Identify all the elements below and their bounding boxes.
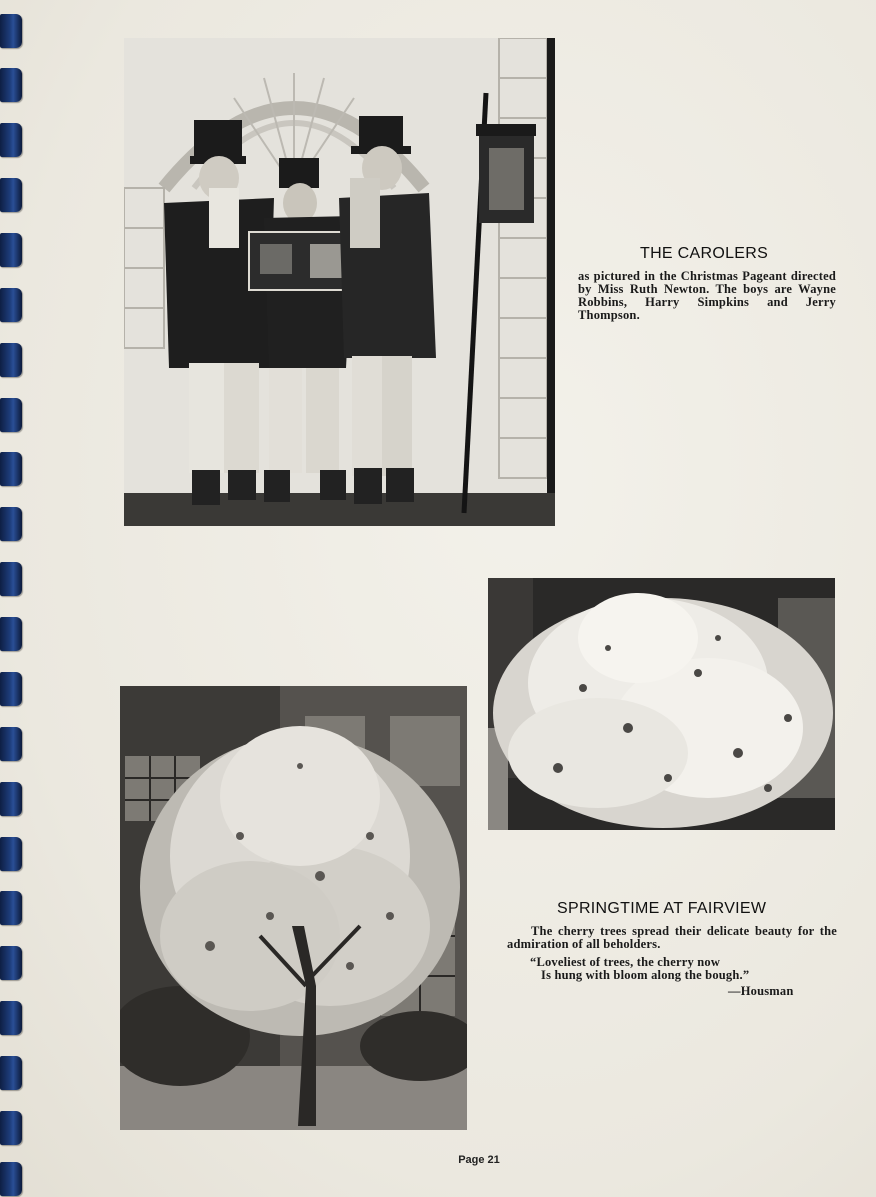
binding-ring	[0, 562, 22, 596]
binding-ring	[0, 123, 22, 157]
binding-ring	[0, 727, 22, 761]
binding-ring	[0, 891, 22, 925]
poem-attribution: —Housman	[728, 984, 794, 998]
binding-ring	[0, 233, 22, 267]
binding-ring	[0, 288, 22, 322]
binding-ring	[0, 343, 22, 377]
carolers-photo	[124, 38, 555, 526]
poem-line-2: Is hung with bloom along the bough.”	[541, 968, 750, 982]
poem-line-1: “Loveliest of trees, the cherry now	[530, 955, 721, 969]
binding-ring	[0, 782, 22, 816]
binding-ring	[0, 1162, 22, 1196]
cherry-tree-photo	[120, 686, 467, 1130]
binding-ring	[0, 1111, 22, 1145]
binding-ring	[0, 1001, 22, 1035]
binding-ring	[0, 178, 22, 212]
spiral-binding	[0, 0, 26, 1197]
cherry-bush-photo	[488, 578, 835, 830]
binding-ring	[0, 672, 22, 706]
page-number: Page 21	[458, 1154, 500, 1166]
binding-ring	[0, 14, 22, 48]
binding-ring	[0, 837, 22, 871]
binding-ring	[0, 452, 22, 486]
springtime-title: SPRINGTIME AT FAIRVIEW	[557, 900, 767, 917]
binding-ring	[0, 68, 22, 102]
binding-ring	[0, 617, 22, 651]
binding-ring	[0, 946, 22, 980]
binding-ring	[0, 507, 22, 541]
binding-ring	[0, 398, 22, 432]
carolers-title: THE CAROLERS	[640, 245, 769, 262]
carolers-caption: as pictured in the Christmas Pageant directed by Miss Ruth Newton. The boys are Wayne Robbins, Harry Simpkins and Jerry Thompson.	[578, 269, 836, 322]
springtime-caption: The cherry trees spread their delicate beauty for the admiration of all beholders.	[507, 924, 837, 951]
binding-ring	[0, 1056, 22, 1090]
